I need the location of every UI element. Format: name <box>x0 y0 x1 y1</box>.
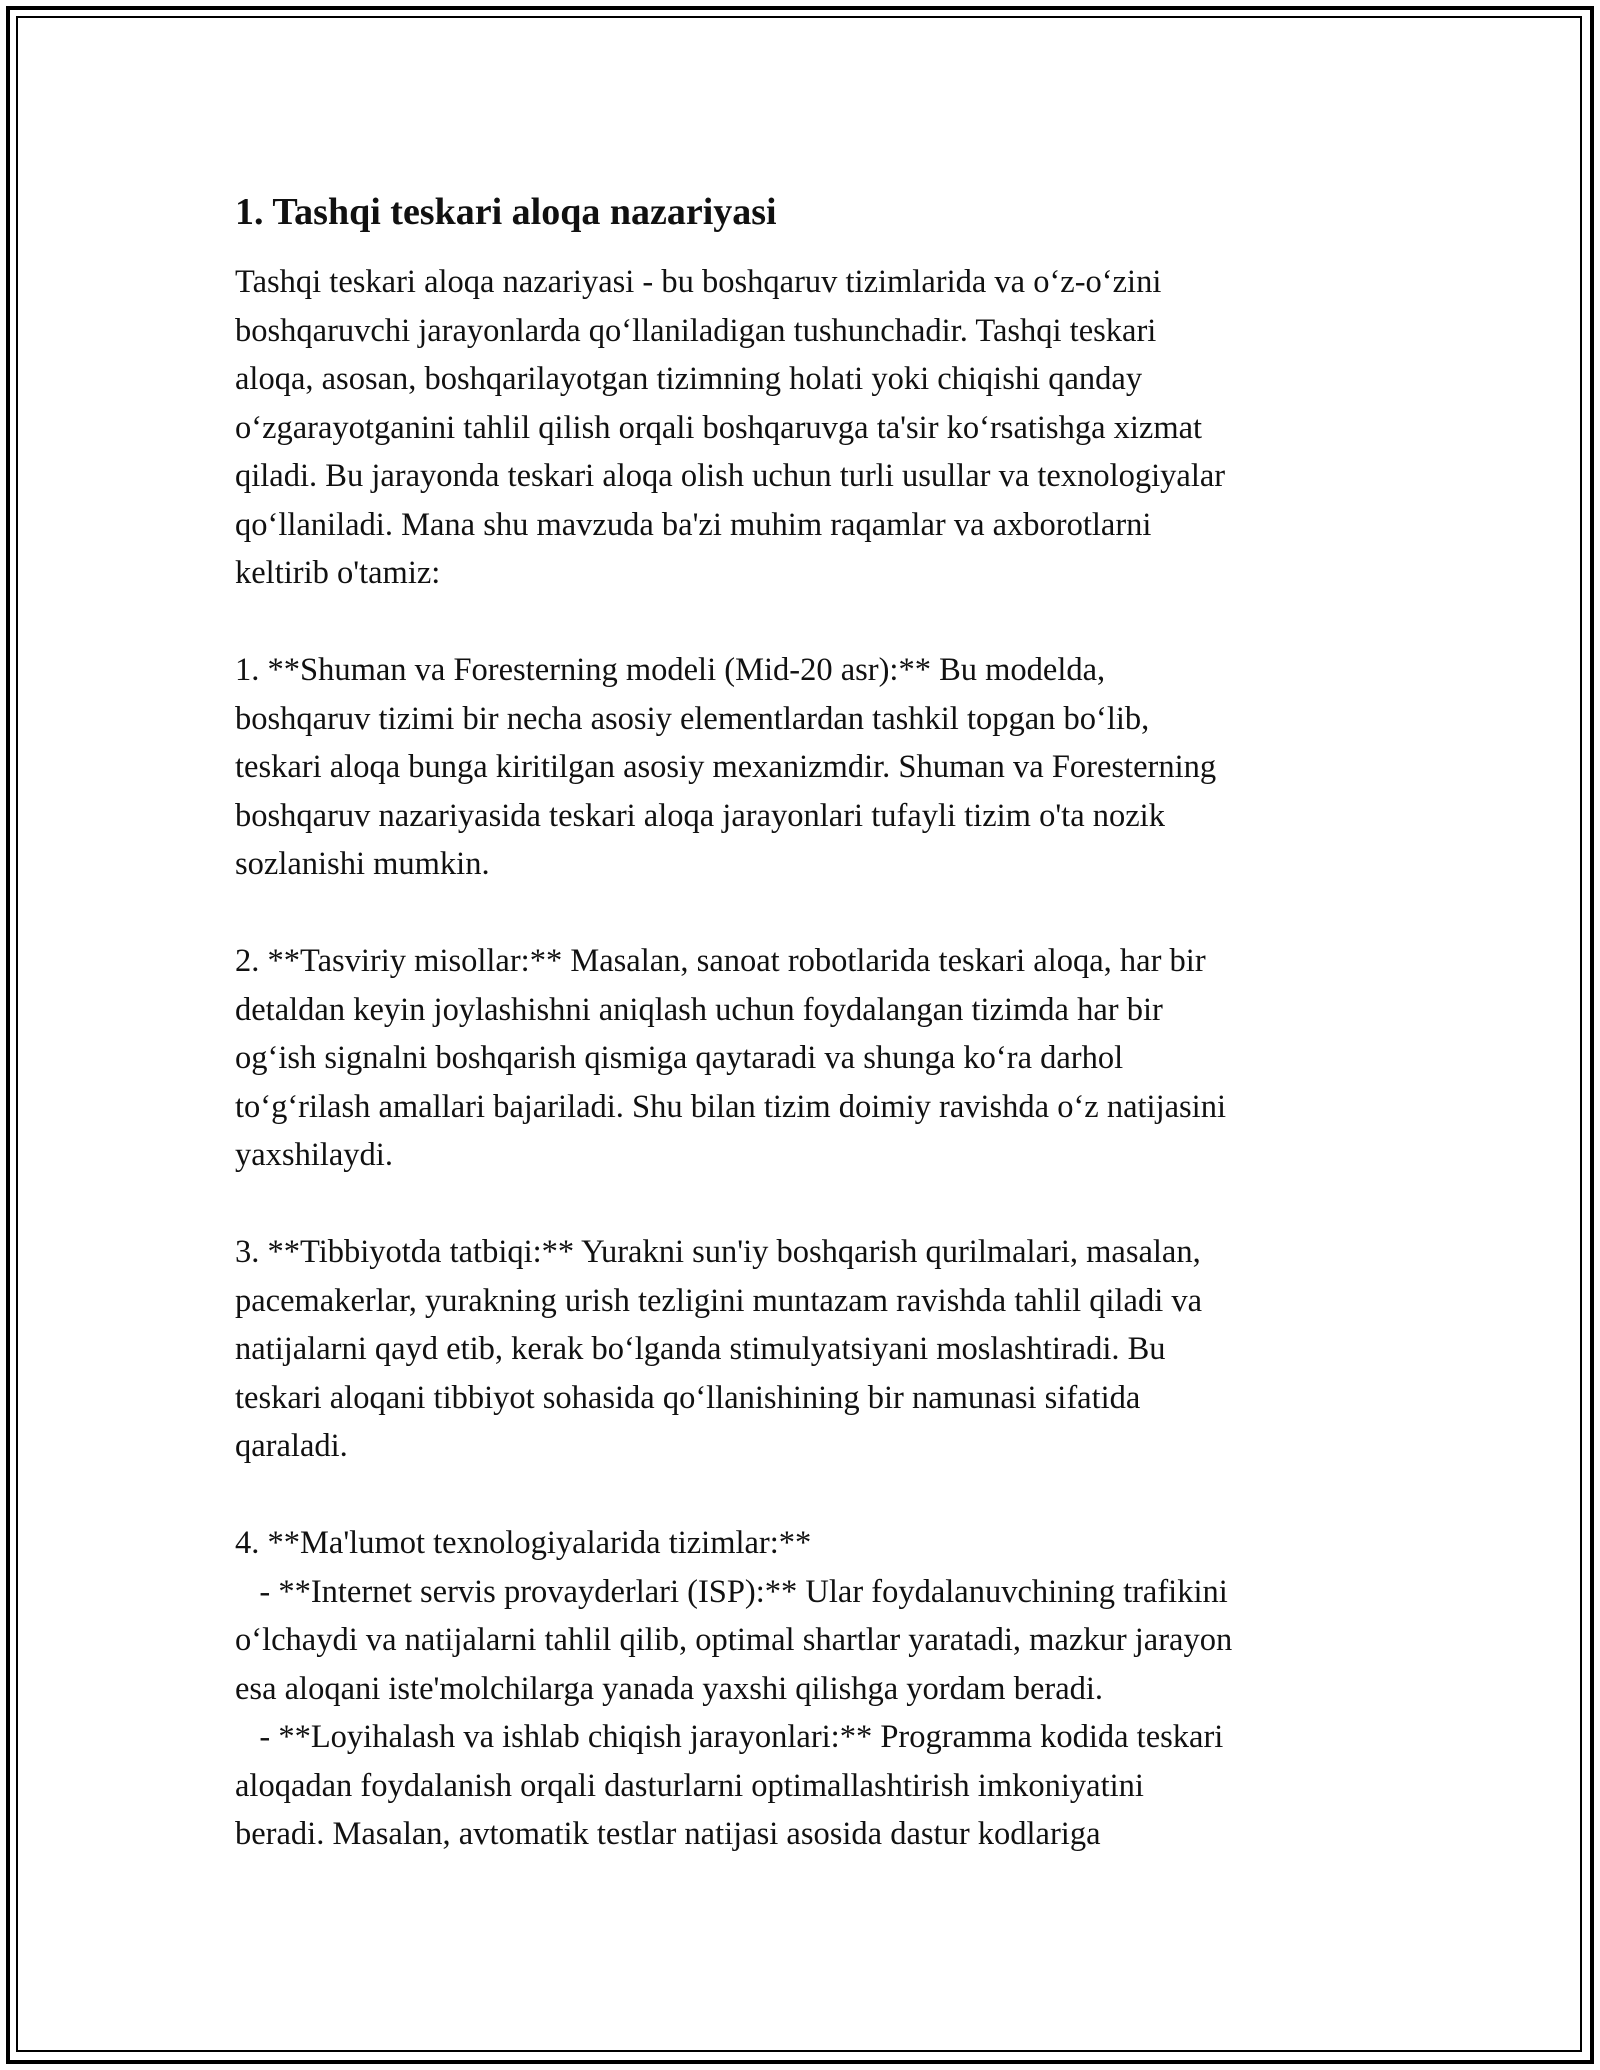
text-line: sozlanishi mumkin. <box>235 846 490 882</box>
text-line: teskari aloqani tibbiyot sohasida qo‘llanishining bir namunasi sifatida <box>235 1379 1141 1416</box>
text-line: detaldan keyin joylashishni aniqlash uchun foydalangan tizimda har bir <box>235 991 1163 1028</box>
text-line: natijalarni qayd etib, kerak bo‘lganda stimulyatsiyani moslashtiradi. Bu <box>235 1331 1166 1367</box>
text-line: 3. **Tibbiyotda tatbiqi:** Yurakni sun'iy boshqarish qurilmalari, masalan, <box>235 1234 1201 1270</box>
text-line: o‘lchaydi va natijalarni tahlil qilib, optimal shartlar yaratadi, mazkur jarayon <box>235 1622 1233 1658</box>
list-item-2 <box>235 937 1370 1180</box>
text-line: boshqaruv nazariyasida teskari aloqa jarayonlari tufayli tizim o'ta nozik <box>235 797 1165 834</box>
text-line: 2. **Tasviriy misollar:** Masalan, sanoat robotlarida teskari aloqa, har bir <box>235 943 1206 979</box>
list-item-1 <box>235 646 1370 889</box>
text-line: boshqaruvchi jarayonlarda qo‘llaniladigan tushunchadir. Tashqi teskari <box>235 312 1157 349</box>
text-line: to‘g‘rilash amallari bajariladi. Shu bilan tizim doimiy ravishda o‘z natijasini <box>235 1088 1226 1125</box>
page-title: 1. Tashqi teskari aloqa nazariyasi <box>235 191 777 233</box>
text-line: pacemakerlar, yurakning urish tezligini muntazam ravishda tahlil qiladi va <box>235 1282 1203 1319</box>
text-line: Tashqi teskari aloqa nazariyasi - bu boshqaruv tizimlarida va o‘z-o‘zini <box>235 264 1162 300</box>
text-line: esa aloqani iste'molchilarga yanada yaxshi qilishga yordam beradi. <box>235 1670 1104 1707</box>
text-line: og‘ish signalni boshqarish qismiga qaytaradi va shunga ko‘ra darhol <box>235 1040 1124 1076</box>
text-line: 4. **Ma'lumot texnologiyalarida tizimlar:** <box>235 1525 812 1561</box>
text-line: aloqa, asosan, boshqarilayotgan tizimning holati yoki chiqishi qanday <box>235 361 1143 397</box>
text-line: boshqaruv tizimi bir necha asosiy elementlardan tashkil topgan bo‘lib, <box>235 700 1150 737</box>
text-line: aloqadan foydalanish orqali dasturlarni optimallashtirish imkoniyatini <box>235 1767 1144 1804</box>
text-line: keltirib o'tamiz: <box>235 555 441 591</box>
text-line: teskari aloqa bunga kiritilgan asosiy mexanizmdir. Shuman va Foresterning <box>235 749 1217 785</box>
text-line: qo‘llaniladi. Mana shu mavzuda ba'zi muhim raqamlar va axborotlarni <box>235 506 1152 543</box>
document-body <box>235 188 1370 1907</box>
sub-item-line: - **Loyihalash va ishlab chiqish jarayonlari:** Programma kodida teskari <box>235 1719 1224 1755</box>
text-line: 1. **Shuman va Foresterning modeli (Mid-20 asr):** Bu modelda, <box>235 652 1106 688</box>
text-line: qiladi. Bu jarayonda teskari aloqa olish uchun turli usullar va texnologiyalar <box>235 458 1226 494</box>
text-line: beradi. Masalan, avtomatik testlar natijasi asosida dastur kodlariga <box>235 1816 1101 1852</box>
list-item-4 <box>235 1519 1370 1859</box>
text-line: qaraladi. <box>235 1428 348 1464</box>
intro-paragraph <box>235 258 1370 598</box>
sub-item-line: - **Internet servis provayderlari (ISP):** Ular foydalanuvchining trafikini <box>235 1573 1228 1610</box>
text-line: o‘zgarayotganini tahlil qilish orqali boshqaruvga ta'sir ko‘rsatishga xizmat <box>235 409 1203 446</box>
text-line: yaxshilaydi. <box>235 1137 393 1173</box>
list-item-3 <box>235 1228 1370 1471</box>
